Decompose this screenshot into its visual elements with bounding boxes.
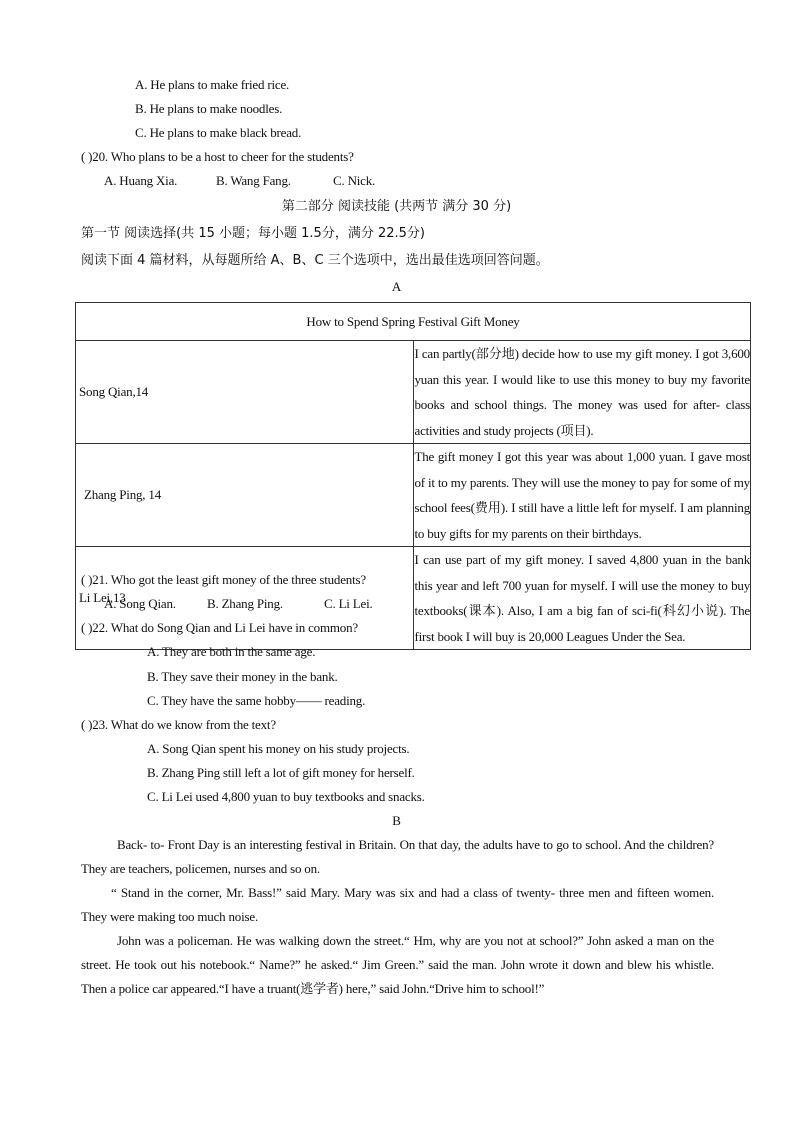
instructions: 阅读下面 4 篇材料，从每题所给 A、B、C 三个选项中，选出最佳选项回答问题。 [81,253,549,268]
passage-b-paragraph: “ Stand in the corner, Mr. Bass!” said Mary. Mary was six and had a class of twenty- three men and fifteen women. They were making too much noise. [81,885,714,924]
q20-option-b: B. Wang Fang. [216,173,291,188]
q19-option-b: B. He plans to make noodles. [135,101,283,116]
section1-heading: 第一节 阅读选择(共 15 小题；每小题 1.5分，满分 22.5分) [81,226,425,241]
passage-b-paragraph: John was a policeman. He was walking down the street.“ Hm, why are you not at school?” John asked a man on the street. He took out his notebook.“ Name?” he asked.“ Jim Green.” said the man. John wrote it down and blew his whistle. Then a police car appeared.“I have a truant(逃学者) here,” said John.“Drive him to school!” [81,933,714,996]
q23-option-b: B. Zhang Ping still left a lot of gift money for herself. [147,765,415,780]
student-name: Song Qian,14 [76,341,414,444]
student-statement: I can partly(部分地) decide how to use my gift money. I got 3,600 yuan this year. I would like to use this money to buy my favorite books and school things. The money was used for after- class activities and study projects (项目). [413,341,751,444]
q23-option-a: A. Song Qian spent his money on his study projects. [147,741,410,756]
q21-option-c: C. Li Lei. [324,596,373,611]
q20-option-c: C. Nick. [333,173,376,188]
table-row [76,444,751,547]
passage-a-letter: A [391,279,402,294]
q22-option-c: C. They have the same hobby—— reading. [147,693,366,708]
q20-option-a: A. Huang Xia. [104,173,178,188]
q21-option-a: A. Song Qian. [104,596,176,611]
student-statement: The gift money I got this year was about 1,000 yuan. I gave most of it to my parents. They will use the money to pay for some of my school fees(费用). I still have a little left for myself. I am planning to buy gifts for my parents on their birthdays. [413,444,751,547]
q22-option-a: A. They are both in the same age. [147,644,316,659]
q21-option-b: B. Zhang Ping. [207,596,283,611]
table-title-row [76,303,751,341]
q22-question: ( )22. What do Song Qian and Li Lei have in common? [81,620,358,635]
q23-question: ( )23. What do we know from the text? [81,717,276,732]
q21-question: ( )21. Who got the least gift money of the three students? [81,572,366,587]
q22-option-b: B. They save their money in the bank. [147,669,338,684]
q23-option-c: C. Li Lei used 4,800 yuan to buy textbooks and snacks. [147,789,425,804]
q19-option-c: C. He plans to make black bread. [135,125,302,140]
passage-b-paragraph: Back- to- Front Day is an interesting festival in Britain. On that day, the adults have to go to school. And the children? They are teachers, policemen, nurses and so on. [81,837,714,876]
table-row [76,341,751,444]
student-name: Zhang Ping, 14 [76,444,414,547]
student-name: Li Lei,13 [76,547,414,650]
gift-money-table [75,302,751,650]
q19-option-a: A. He plans to make fried rice. [135,77,290,92]
part2-heading: 第二部分 阅读技能 (共两节 满分 30 分) [281,199,512,214]
table-title: How to Spend Spring Festival Gift Money [76,303,751,341]
student-statement: I can use part of my gift money. I saved 4,800 yuan in the bank this year and left 700 yuan for myself. I will use the money to buy textbooks(课本). Also, I am a big fan of sci-fi(科幻小说). The first book I will buy is 20,000 Leagues Under the Sea. [413,547,751,650]
q20-question: ( )20. Who plans to be a host to cheer for the students? [81,149,354,164]
passage-b-letter: B [392,813,401,828]
